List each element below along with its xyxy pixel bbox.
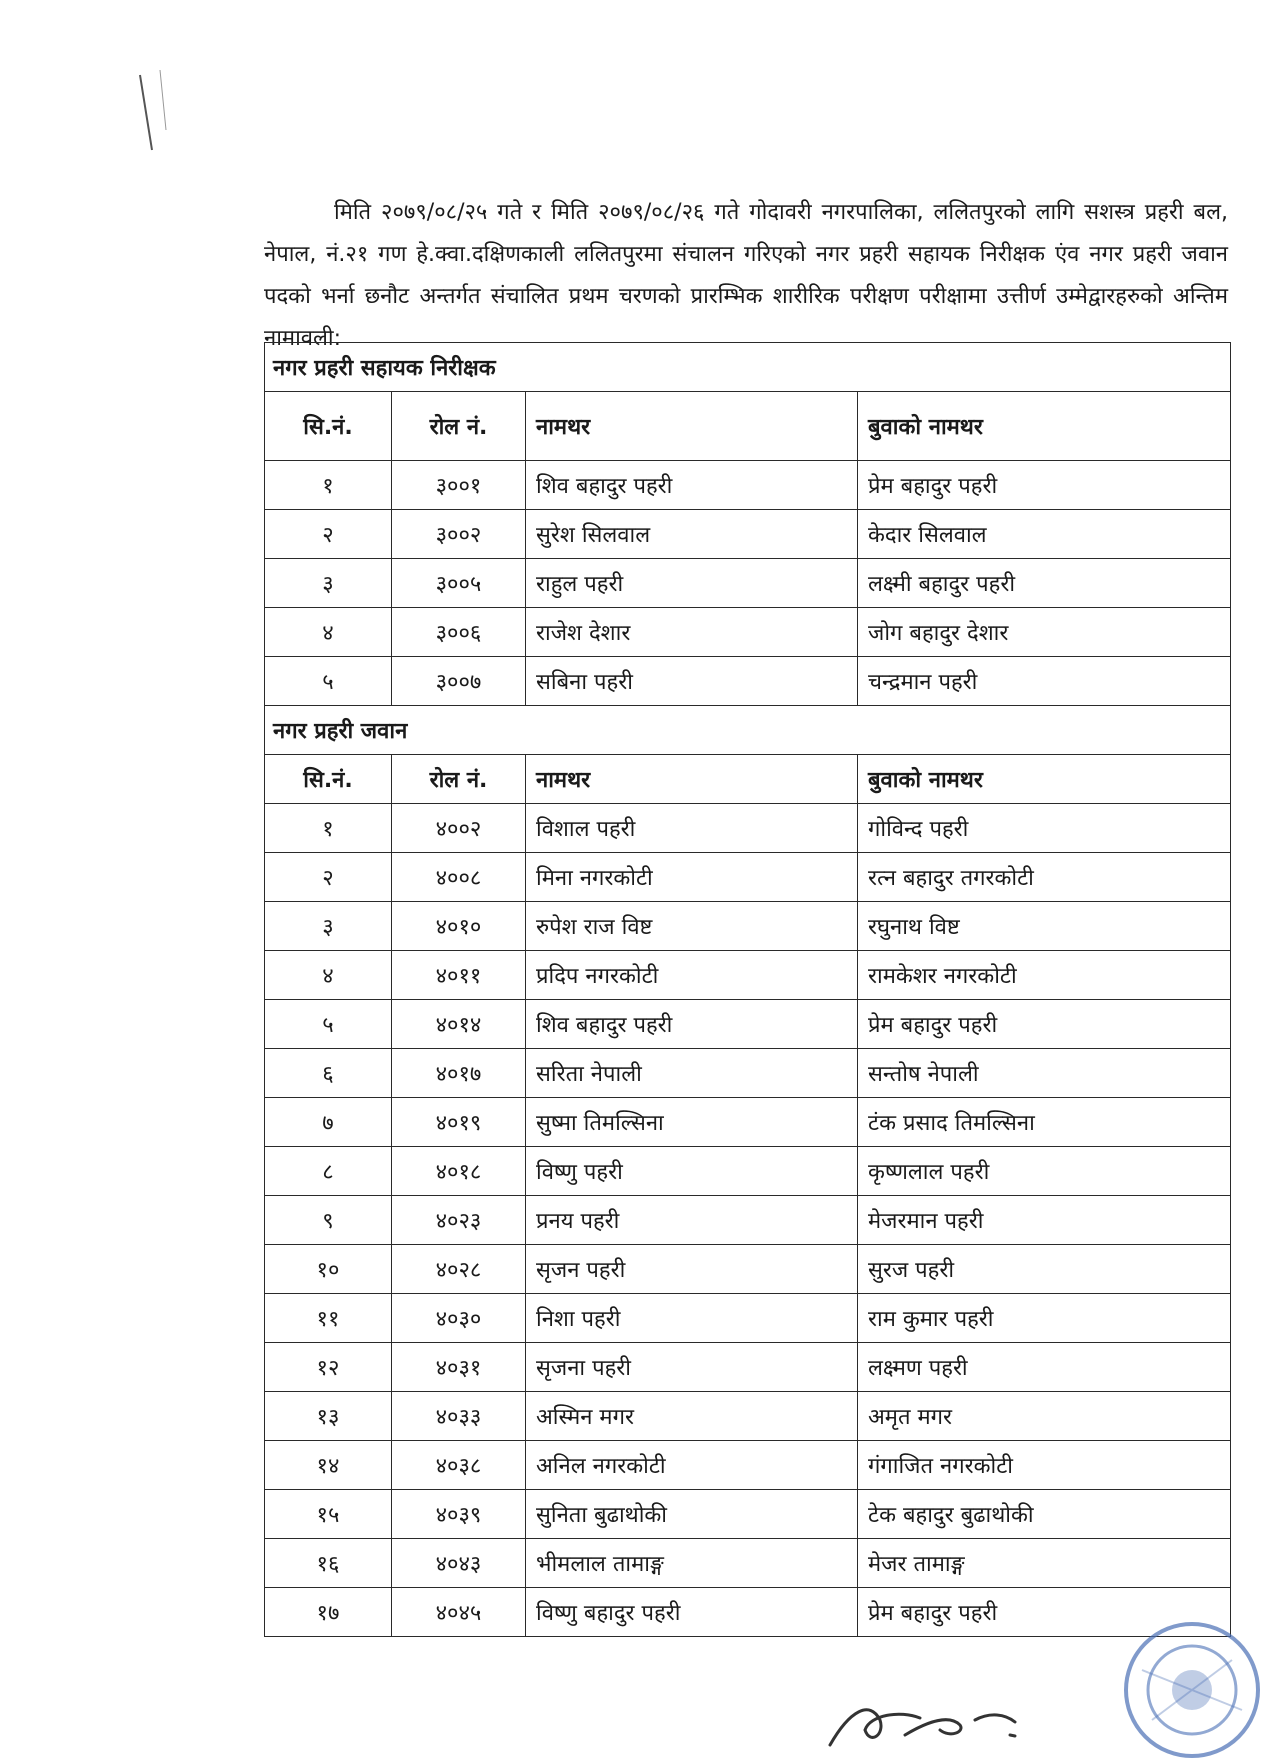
column-header-row bbox=[265, 392, 1231, 461]
header-name: नामथर bbox=[526, 392, 858, 461]
cell-father: रामकेशर नगरकोटी bbox=[858, 951, 1231, 1000]
cell-roll: ३००१ bbox=[392, 461, 526, 510]
cell-father: टेक बहादुर बुढाथोकी bbox=[858, 1490, 1231, 1539]
table-row bbox=[265, 1441, 1231, 1490]
cell-serial: ४ bbox=[265, 951, 392, 1000]
cell-roll: ४०१० bbox=[392, 902, 526, 951]
cell-serial: ९ bbox=[265, 1196, 392, 1245]
cell-father: गंगाजित नगरकोटी bbox=[858, 1441, 1231, 1490]
cell-serial: ६ bbox=[265, 1049, 392, 1098]
cell-name: राहुल पहरी bbox=[526, 559, 858, 608]
handwritten-signature bbox=[810, 1690, 1060, 1754]
column-header-row bbox=[265, 755, 1231, 804]
cell-father: गोविन्द पहरी bbox=[858, 804, 1231, 853]
cell-father: प्रेम बहादुर पहरी bbox=[858, 1588, 1231, 1637]
cell-roll: ४०१९ bbox=[392, 1098, 526, 1147]
cell-serial: १ bbox=[265, 461, 392, 510]
cell-serial: १३ bbox=[265, 1392, 392, 1441]
cell-serial: १६ bbox=[265, 1539, 392, 1588]
cell-roll: ४०२३ bbox=[392, 1196, 526, 1245]
table-row bbox=[265, 1343, 1231, 1392]
table-row bbox=[265, 461, 1231, 510]
cell-serial: ३ bbox=[265, 902, 392, 951]
table-row bbox=[265, 1000, 1231, 1049]
section-title: नगर प्रहरी सहायक निरीक्षक bbox=[265, 343, 1231, 392]
cell-serial: १ bbox=[265, 804, 392, 853]
cell-father: रघुनाथ विष्ट bbox=[858, 902, 1231, 951]
cell-name: शिव बहादुर पहरी bbox=[526, 1000, 858, 1049]
cell-name: प्रदिप नगरकोटी bbox=[526, 951, 858, 1000]
cell-roll: ४०३९ bbox=[392, 1490, 526, 1539]
cell-name: सृजना पहरी bbox=[526, 1343, 858, 1392]
header-name: नामथर bbox=[526, 755, 858, 804]
cell-serial: ११ bbox=[265, 1294, 392, 1343]
cell-father: अमृत मगर bbox=[858, 1392, 1231, 1441]
cell-roll: ३००६ bbox=[392, 608, 526, 657]
cell-father: जोग बहादुर देशार bbox=[858, 608, 1231, 657]
cell-father: लक्ष्मण पहरी bbox=[858, 1343, 1231, 1392]
table-row bbox=[265, 951, 1231, 1000]
cell-name: अस्मिन मगर bbox=[526, 1392, 858, 1441]
table-row bbox=[265, 1196, 1231, 1245]
cell-name: शिव बहादुर पहरी bbox=[526, 461, 858, 510]
cell-father: केदार सिलवाल bbox=[858, 510, 1231, 559]
cell-roll: ३००५ bbox=[392, 559, 526, 608]
cell-serial: २ bbox=[265, 853, 392, 902]
cell-name: विशाल पहरी bbox=[526, 804, 858, 853]
header-serial: सि.नं. bbox=[265, 755, 392, 804]
table-row bbox=[265, 853, 1231, 902]
cell-father: राम कुमार पहरी bbox=[858, 1294, 1231, 1343]
header-roll: रोल नं. bbox=[392, 392, 526, 461]
table-row bbox=[265, 1049, 1231, 1098]
table-row bbox=[265, 559, 1231, 608]
table-row bbox=[265, 1147, 1231, 1196]
official-seal-stamp bbox=[1112, 1610, 1262, 1760]
cell-name: निशा पहरी bbox=[526, 1294, 858, 1343]
cell-name: भीमलाल तामाङ्ग bbox=[526, 1539, 858, 1588]
cell-name: रुपेश राज विष्ट bbox=[526, 902, 858, 951]
cell-name: सुष्मा तिमल्सिना bbox=[526, 1098, 858, 1147]
cell-serial: १० bbox=[265, 1245, 392, 1294]
cell-father: कृष्णलाल पहरी bbox=[858, 1147, 1231, 1196]
scan-fold-mark bbox=[130, 70, 170, 160]
cell-father: मेजर तामाङ्ग bbox=[858, 1539, 1231, 1588]
table-row bbox=[265, 804, 1231, 853]
candidate-table bbox=[264, 342, 1231, 1637]
cell-roll: ४००२ bbox=[392, 804, 526, 853]
section-title-row bbox=[265, 343, 1231, 392]
cell-name: मिना नगरकोटी bbox=[526, 853, 858, 902]
cell-name: विष्णु पहरी bbox=[526, 1147, 858, 1196]
cell-name: प्रनय पहरी bbox=[526, 1196, 858, 1245]
cell-father: सुरज पहरी bbox=[858, 1245, 1231, 1294]
intro-paragraph: मिति २०७९/०८/२५ गते र मिति २०७९/०८/२६ गते गोदावरी नगरपालिका, ललितपुरको लागि सशस्त्र प्रहरी बल, नेपाल, नं.२१ गण हे.क्वा.दक्षिणकाली ललितपुरमा संचालन गरिएको नगर प्रहरी सहायक निरीक्षक एंव नगर प्रहरी जवान पदको भर्ना छनौट अन्तर्गत संचालित प्रथम चरणको प्रारम्भिक शारीरिक परीक्षण परीक्षामा उत्तीर्ण उम्मेद्वारहरुको अन्तिम नामावली: bbox=[264, 200, 1228, 351]
cell-father: प्रेम बहादुर पहरी bbox=[858, 461, 1231, 510]
cell-roll: ४०४५ bbox=[392, 1588, 526, 1637]
cell-serial: ५ bbox=[265, 1000, 392, 1049]
section-title: नगर प्रहरी जवान bbox=[265, 706, 1231, 755]
cell-father: प्रेम बहादुर पहरी bbox=[858, 1000, 1231, 1049]
cell-father: चन्द्रमान पहरी bbox=[858, 657, 1231, 706]
cell-father: सन्तोष नेपाली bbox=[858, 1049, 1231, 1098]
cell-roll: ४०३३ bbox=[392, 1392, 526, 1441]
section-title-row bbox=[265, 706, 1231, 755]
cell-serial: ५ bbox=[265, 657, 392, 706]
cell-roll: ४०१७ bbox=[392, 1049, 526, 1098]
cell-serial: ७ bbox=[265, 1098, 392, 1147]
table-row bbox=[265, 1588, 1231, 1637]
cell-father: मेजरमान पहरी bbox=[858, 1196, 1231, 1245]
cell-roll: ४०१८ bbox=[392, 1147, 526, 1196]
table-row bbox=[265, 1245, 1231, 1294]
table-row bbox=[265, 1098, 1231, 1147]
cell-name: सुरेश सिलवाल bbox=[526, 510, 858, 559]
cell-serial: १४ bbox=[265, 1441, 392, 1490]
cell-roll: ४०३१ bbox=[392, 1343, 526, 1392]
cell-roll: ४००८ bbox=[392, 853, 526, 902]
table-row bbox=[265, 1539, 1231, 1588]
cell-serial: ८ bbox=[265, 1147, 392, 1196]
cell-roll: ३००७ bbox=[392, 657, 526, 706]
header-serial: सि.नं. bbox=[265, 392, 392, 461]
table-row bbox=[265, 1490, 1231, 1539]
cell-roll: ४०१४ bbox=[392, 1000, 526, 1049]
cell-name: विष्णु बहादुर पहरी bbox=[526, 1588, 858, 1637]
cell-name: सृजन पहरी bbox=[526, 1245, 858, 1294]
cell-serial: ३ bbox=[265, 559, 392, 608]
table-row bbox=[265, 608, 1231, 657]
cell-roll: ४०११ bbox=[392, 951, 526, 1000]
cell-serial: २ bbox=[265, 510, 392, 559]
table-row bbox=[265, 902, 1231, 951]
cell-roll: ४०४३ bbox=[392, 1539, 526, 1588]
table-row bbox=[265, 1392, 1231, 1441]
cell-roll: ४०३० bbox=[392, 1294, 526, 1343]
table-row bbox=[265, 657, 1231, 706]
cell-roll: ४०२८ bbox=[392, 1245, 526, 1294]
cell-serial: ४ bbox=[265, 608, 392, 657]
cell-name: राजेश देशार bbox=[526, 608, 858, 657]
cell-serial: १२ bbox=[265, 1343, 392, 1392]
cell-name: सबिना पहरी bbox=[526, 657, 858, 706]
cell-name: सरिता नेपाली bbox=[526, 1049, 858, 1098]
cell-roll: ४०३८ bbox=[392, 1441, 526, 1490]
cell-name: सुनिता बुढाथोकी bbox=[526, 1490, 858, 1539]
cell-roll: ३००२ bbox=[392, 510, 526, 559]
cell-father: लक्ष्मी बहादुर पहरी bbox=[858, 559, 1231, 608]
cell-father: टंक प्रसाद तिमल्सिना bbox=[858, 1098, 1231, 1147]
header-father: बुवाको नामथर bbox=[858, 755, 1231, 804]
cell-serial: १५ bbox=[265, 1490, 392, 1539]
table-row bbox=[265, 510, 1231, 559]
table-row bbox=[265, 1294, 1231, 1343]
cell-father: रत्न बहादुर तगरकोटी bbox=[858, 853, 1231, 902]
header-father: बुवाको नामथर bbox=[858, 392, 1231, 461]
header-roll: रोल नं. bbox=[392, 755, 526, 804]
cell-name: अनिल नगरकोटी bbox=[526, 1441, 858, 1490]
cell-serial: १७ bbox=[265, 1588, 392, 1637]
